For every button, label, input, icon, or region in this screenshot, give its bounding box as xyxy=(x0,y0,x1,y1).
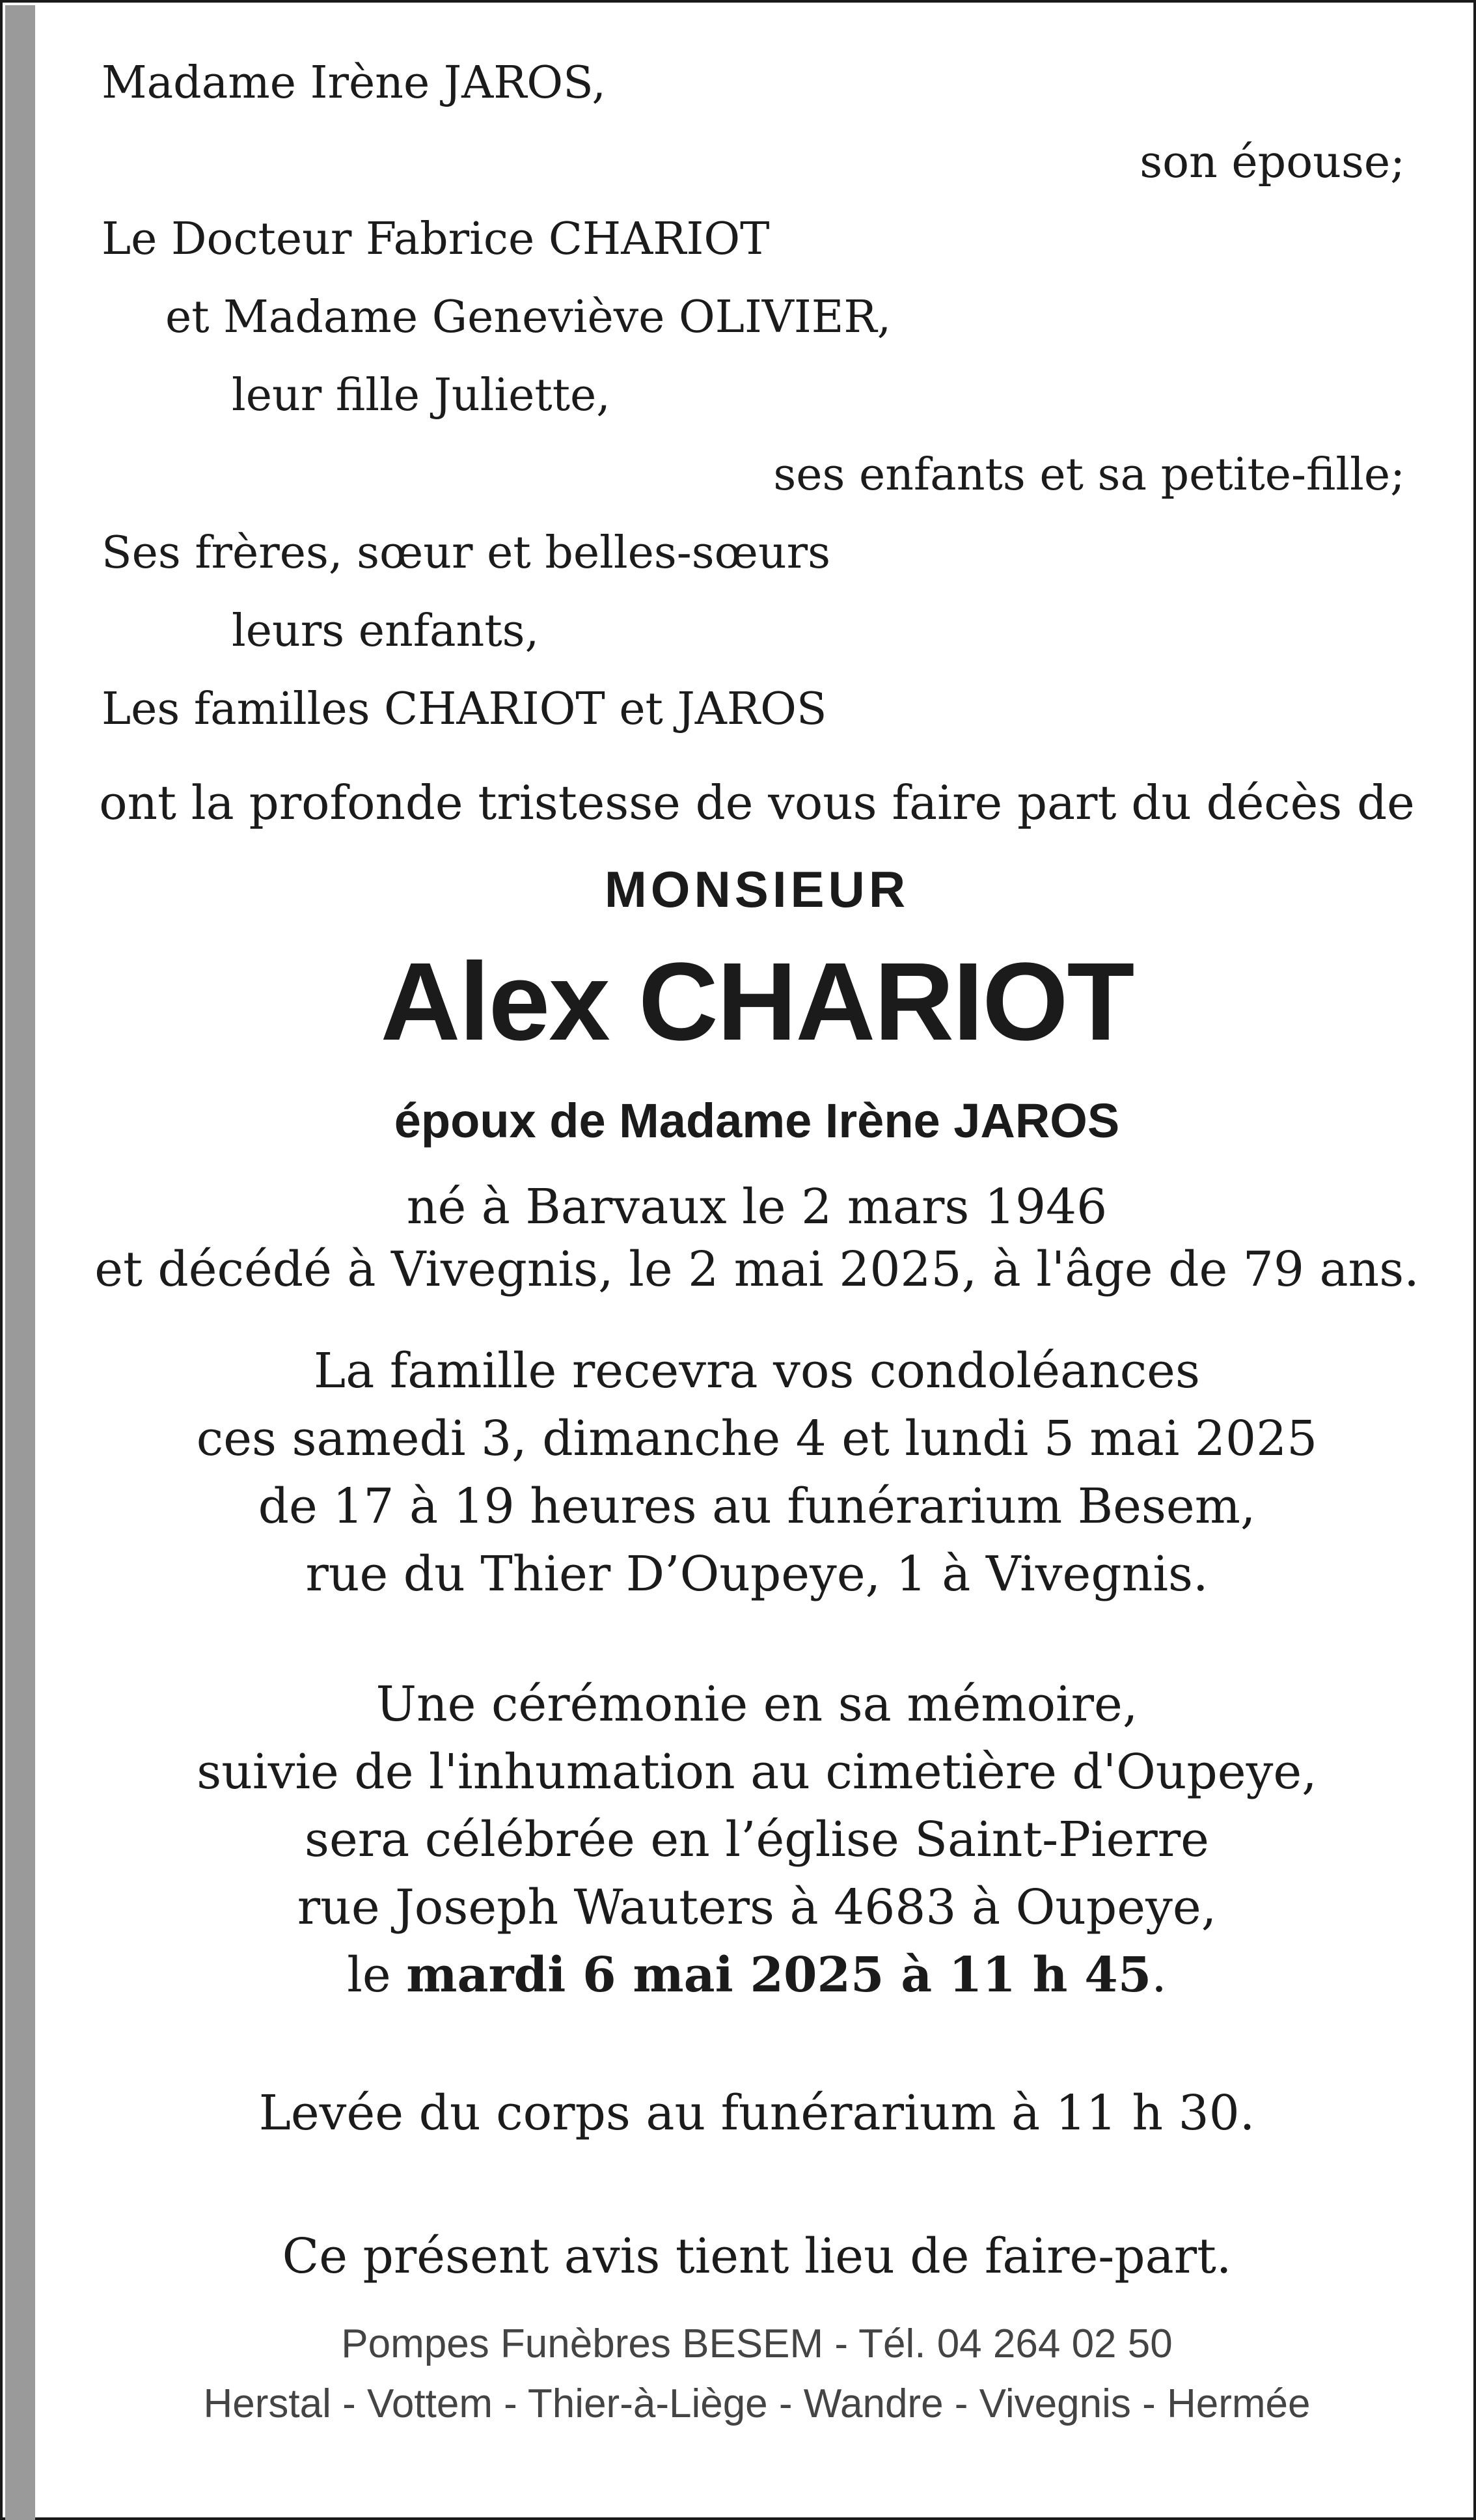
death-line: et décédé à Vivegnis, le 2 mai 2025, à l'âge de 79 ans. xyxy=(94,1241,1419,1297)
birth-line: né à Barvaux le 2 mars 1946 xyxy=(406,1179,1108,1235)
condolences-line-3: de 17 à 19 heures au funérarium Besem, xyxy=(258,1478,1256,1534)
ceremony-date-suffix: . xyxy=(1151,1947,1167,2003)
deceased-title: MONSIEUR xyxy=(604,861,910,918)
family-line-6: ses enfants et sa petite-fille; xyxy=(773,449,1405,501)
ceremony-date: mardi 6 mai 2025 à 11 h 45 xyxy=(406,1947,1152,2003)
family-line-3: Le Docteur Fabrice CHARIOT xyxy=(102,214,770,265)
family-line-8: leurs enfants, xyxy=(232,605,540,657)
levee-line: Levée du corps au funérarium à 11 h 30. xyxy=(258,2085,1255,2141)
family-line-5: leur fille Juliette, xyxy=(232,370,610,421)
condolences-line-2: ces samedi 3, dimanche 4 et lundi 5 mai 2025 xyxy=(196,1411,1318,1467)
family-line-4: et Madame Geneviève OLIVIER, xyxy=(165,292,892,343)
deceased-name: Alex CHARIOT xyxy=(380,940,1134,1064)
family-line-2: son épouse; xyxy=(1140,137,1405,188)
ceremony-line-4: rue Joseph Wauters à 4683 à Oupeye, xyxy=(297,1879,1217,1935)
announcement-intro: ont la profonde tristesse de vous faire part du décès de xyxy=(99,775,1415,830)
ceremony-line-3: sera célébrée en l’église Saint-Pierre xyxy=(305,1812,1209,1868)
side-bar xyxy=(5,5,35,2520)
family-line-1: Madame Irène JAROS, xyxy=(102,57,606,109)
family-line-9: Les familles CHARIOT et JAROS xyxy=(102,684,827,735)
family-line-7: Ses frères, sœur et belles-sœurs xyxy=(102,527,831,579)
condolences-line-4: rue du Thier D’Oupeye, 1 à Vivegnis. xyxy=(305,1546,1209,1602)
ceremony-line-1: Une cérémonie en sa mémoire, xyxy=(376,1676,1138,1732)
ceremony-line-2: suivie de l'inhumation au cimetière d'Oupeye, xyxy=(197,1744,1317,1800)
ceremony-date-prefix: le xyxy=(347,1947,407,2003)
notice-line: Ce présent avis tient lieu de faire-part. xyxy=(282,2228,1232,2284)
spouse-of: époux de Madame Irène JAROS xyxy=(394,1094,1120,1148)
funeral-home-locations: Herstal - Vottem - Thier-à-Liège - Wandre - Vivegnis - Hermée xyxy=(203,2381,1311,2426)
ceremony-date-line xyxy=(35,1941,1476,2009)
condolences-line-1: La famille recevra vos condoléances xyxy=(314,1343,1200,1399)
funeral-home-contact: Pompes Funèbres BESEM - Tél. 04 264 02 50 xyxy=(341,2321,1173,2366)
